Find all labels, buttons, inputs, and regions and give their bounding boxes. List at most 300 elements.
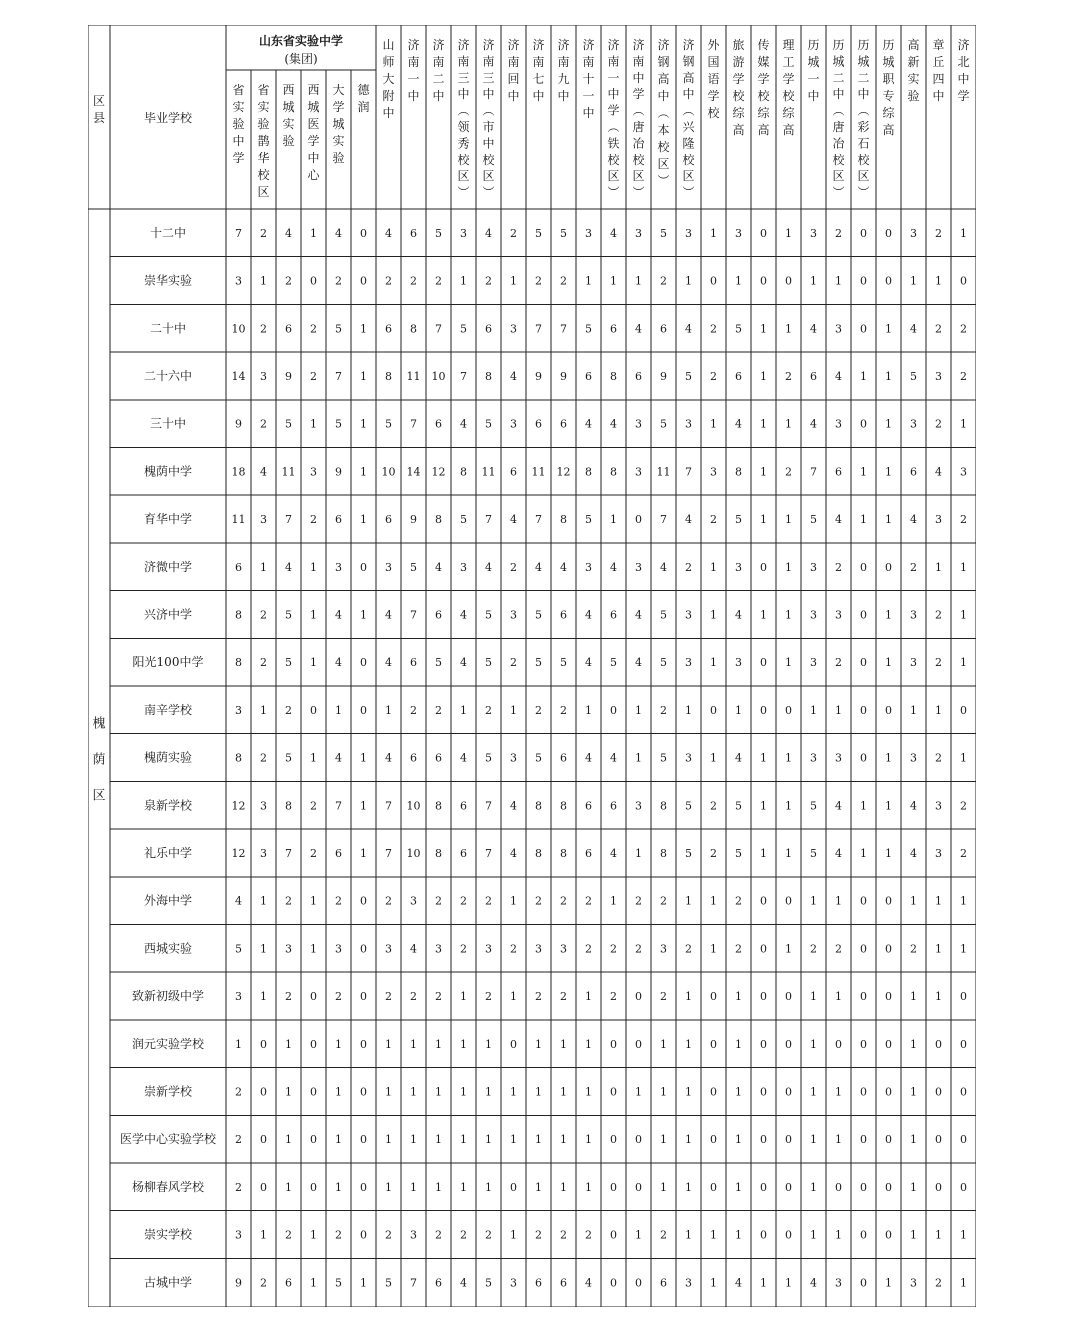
quota-value: 3 <box>810 751 817 765</box>
table-row <box>150 225 967 240</box>
column-header-char: 城 <box>282 100 295 114</box>
quota-value: 1 <box>385 1037 392 1051</box>
column-header-char: 校 <box>482 152 495 167</box>
quota-value: 9 <box>235 1276 242 1290</box>
quota-value: 4 <box>835 799 842 813</box>
column-header-char: 媒 <box>757 55 770 69</box>
quota-value: 8 <box>535 799 542 813</box>
quota-value: 1 <box>610 894 617 908</box>
quota-value: 5 <box>435 226 442 240</box>
quota-value: 4 <box>660 560 667 574</box>
column-header-char: 高 <box>907 38 920 52</box>
quota-value: 0 <box>860 608 867 622</box>
column-header-char: 彩 <box>857 120 870 134</box>
quota-value: 0 <box>610 1276 617 1290</box>
quota-value: 2 <box>685 942 692 956</box>
quota-value: 2 <box>810 942 817 956</box>
quota-value: 6 <box>535 1276 542 1290</box>
quota-value: 1 <box>360 465 367 479</box>
quota-value: 0 <box>860 894 867 908</box>
quota-value: 8 <box>435 513 442 527</box>
column-header-2 <box>257 82 270 199</box>
quota-value: 5 <box>485 751 492 765</box>
quota-value: 2 <box>560 703 567 717</box>
quota-value: 0 <box>785 274 792 288</box>
quota-value: 1 <box>710 894 717 908</box>
quota-value: 8 <box>485 369 492 383</box>
quota-value: 7 <box>810 465 817 479</box>
quota-value: 1 <box>760 608 767 622</box>
quota-value: 1 <box>960 560 967 574</box>
quota-value: 1 <box>360 513 367 527</box>
school-name: 南辛学校 <box>143 702 193 717</box>
quota-value: 0 <box>935 1037 942 1051</box>
quota-value: 2 <box>935 751 942 765</box>
quota-value: 3 <box>910 417 917 431</box>
quota-value: 3 <box>335 560 342 574</box>
column-header-char: 唐 <box>632 120 645 134</box>
quota-value: 2 <box>260 656 267 670</box>
quota-value: 5 <box>660 656 667 670</box>
quota-value: 0 <box>860 274 867 288</box>
column-header-char: 一 <box>407 72 420 86</box>
quota-value: 1 <box>335 1085 342 1099</box>
column-header-char: 润 <box>357 100 370 114</box>
quota-value: 6 <box>585 846 592 860</box>
quota-value: 4 <box>585 656 592 670</box>
quota-value: 8 <box>535 846 542 860</box>
quota-value: 4 <box>235 894 242 908</box>
column-header-char: 中 <box>857 87 870 102</box>
column-header-char: 南 <box>507 55 520 69</box>
quota-value: 2 <box>960 322 967 336</box>
quota-value: 3 <box>585 226 592 240</box>
quota-value: 0 <box>885 226 892 240</box>
quota-value: 8 <box>435 799 442 813</box>
quota-value: 3 <box>810 226 817 240</box>
quota-value: 1 <box>560 1085 567 1099</box>
quota-value: 1 <box>710 1228 717 1242</box>
quota-value: 0 <box>360 942 367 956</box>
quota-value: 3 <box>410 894 417 908</box>
quota-value: 1 <box>485 1085 492 1099</box>
quota-value: 2 <box>710 513 717 527</box>
quota-value: 1 <box>310 560 317 574</box>
quota-value: 4 <box>910 846 917 860</box>
quota-value: 2 <box>935 608 942 622</box>
quota-value: 3 <box>910 751 917 765</box>
quota-value: 4 <box>385 751 392 765</box>
quota-value: 0 <box>760 560 767 574</box>
quota-value: 1 <box>410 1180 417 1194</box>
quota-value: 7 <box>435 322 442 336</box>
quota-value: 1 <box>760 513 767 527</box>
quota-value: 2 <box>535 1228 542 1242</box>
column-header-char: 冶 <box>832 136 845 151</box>
quota-value: 5 <box>335 417 342 431</box>
quota-value: 2 <box>585 1228 592 1242</box>
quota-value: 4 <box>610 846 617 860</box>
quota-value: 5 <box>910 369 917 383</box>
quota-value: 1 <box>460 274 467 288</box>
quota-value: 3 <box>685 226 692 240</box>
quota-value: 7 <box>485 799 492 813</box>
quota-value: 5 <box>735 513 742 527</box>
column-header-char: 区 <box>482 169 495 184</box>
quota-value: 0 <box>310 703 317 717</box>
quota-value: 1 <box>735 703 742 717</box>
column-header-char: 区 <box>607 169 620 184</box>
quota-value: 1 <box>710 942 717 956</box>
quota-value: 11 <box>481 465 496 479</box>
quota-value: 4 <box>835 513 842 527</box>
column-header-char: 华 <box>257 151 270 165</box>
quota-value: 9 <box>285 369 292 383</box>
quota-value: 1 <box>960 417 967 431</box>
district-header: 区县 <box>92 94 106 125</box>
column-header-char: 学 <box>307 134 320 148</box>
column-header-char: 中 <box>607 87 620 102</box>
quota-value: 1 <box>885 465 892 479</box>
quota-value: 1 <box>785 417 792 431</box>
quota-value: 1 <box>360 322 367 336</box>
quota-value: 4 <box>335 751 342 765</box>
quota-value: 2 <box>685 560 692 574</box>
quota-value: 0 <box>860 322 867 336</box>
quota-value: 1 <box>785 846 792 860</box>
quota-value: 0 <box>635 1037 642 1051</box>
quota-value: 8 <box>410 322 417 336</box>
quota-value: 1 <box>860 846 867 860</box>
column-header-9 <box>432 37 444 103</box>
quota-value: 1 <box>310 1276 317 1290</box>
quota-value: 2 <box>710 322 717 336</box>
quota-value: 1 <box>685 1180 692 1194</box>
quota-value: 1 <box>310 226 317 240</box>
column-header-char: 南 <box>432 55 445 69</box>
column-header-6 <box>357 83 370 114</box>
column-header-char: 验 <box>282 134 295 148</box>
quota-value: 0 <box>760 990 767 1004</box>
quota-value: 6 <box>435 751 442 765</box>
column-header-char: 唐 <box>832 120 845 134</box>
quota-value: 4 <box>260 465 267 479</box>
quota-value: 1 <box>460 1085 467 1099</box>
quota-value: 1 <box>660 1037 667 1051</box>
quota-value: 2 <box>485 1228 492 1242</box>
quota-value: 2 <box>910 560 917 574</box>
quota-value: 0 <box>260 1085 267 1099</box>
quota-value: 4 <box>635 608 642 622</box>
quota-value: 1 <box>935 942 942 956</box>
quota-value: 0 <box>610 1085 617 1099</box>
quota-value: 4 <box>460 656 467 670</box>
quota-value: 2 <box>285 894 292 908</box>
quota-value: 0 <box>860 417 867 431</box>
quota-value: 1 <box>460 990 467 1004</box>
quota-value: 0 <box>860 942 867 956</box>
quota-value: 1 <box>510 703 517 717</box>
quota-value: 2 <box>635 942 642 956</box>
quota-value: 0 <box>360 990 367 1004</box>
table-row <box>144 893 967 908</box>
quota-value: 0 <box>360 226 367 240</box>
quota-value: 8 <box>560 846 567 860</box>
column-header-char: 学 <box>607 103 620 118</box>
column-header-char: 历 <box>857 38 870 52</box>
quota-value: 0 <box>760 894 767 908</box>
quota-value: 0 <box>260 1037 267 1051</box>
table-row <box>144 941 967 955</box>
quota-value: 1 <box>885 322 892 336</box>
quota-value: 7 <box>385 846 392 860</box>
quota-value: 2 <box>560 894 567 908</box>
column-header-7 <box>382 38 394 120</box>
quota-value: 8 <box>285 799 292 813</box>
quota-value: 2 <box>310 322 317 336</box>
quota-value: 6 <box>285 1276 292 1290</box>
quota-value: 9 <box>335 465 342 479</box>
quota-value: 2 <box>235 1085 242 1099</box>
column-header-char: 回 <box>507 72 520 86</box>
quota-value: 7 <box>560 322 567 336</box>
quota-value: 4 <box>735 751 742 765</box>
quota-value: 5 <box>285 751 292 765</box>
quota-value: 1 <box>435 1133 442 1147</box>
column-header-char: 济 <box>957 38 970 52</box>
quota-value: 2 <box>260 751 267 765</box>
quota-value: 0 <box>710 1133 717 1147</box>
quota-value: 3 <box>235 990 242 1004</box>
quota-value: 2 <box>960 369 967 383</box>
quota-value: 1 <box>460 703 467 717</box>
quota-value: 1 <box>835 1085 842 1099</box>
quota-value: 10 <box>431 369 446 383</box>
quota-value: 1 <box>785 656 792 670</box>
column-header-char: 校 <box>632 152 645 167</box>
school-name: 十二中 <box>149 225 187 240</box>
quota-value: 1 <box>335 1180 342 1194</box>
quota-value: 4 <box>735 1276 742 1290</box>
school-name: 泉新学校 <box>143 798 193 813</box>
quota-value: 6 <box>660 322 667 336</box>
column-header-char: 中 <box>382 106 395 120</box>
quota-value: 1 <box>885 369 892 383</box>
table-row <box>120 1131 967 1146</box>
quota-value: 0 <box>760 226 767 240</box>
column-header-char: 校 <box>457 152 470 167</box>
quota-value: 5 <box>810 846 817 860</box>
table-row <box>132 1179 967 1194</box>
column-header-char: 学 <box>782 72 795 86</box>
quota-value: 1 <box>510 1085 517 1099</box>
quota-value: 1 <box>585 1037 592 1051</box>
quota-value: 1 <box>960 894 967 908</box>
quota-value: 5 <box>610 656 617 670</box>
quota-value: 7 <box>285 846 292 860</box>
quota-value: 1 <box>360 751 367 765</box>
quota-value: 0 <box>760 942 767 956</box>
quota-value: 4 <box>485 226 492 240</box>
column-header-16 <box>607 37 620 200</box>
quota-value: 1 <box>485 1133 492 1147</box>
quota-value: 5 <box>560 656 567 670</box>
quota-value: 0 <box>960 990 967 1004</box>
quota-value: 6 <box>435 608 442 622</box>
school-name: 医学中心实验学校 <box>119 1132 217 1147</box>
quota-value: 2 <box>260 1276 267 1290</box>
quota-value: 9 <box>535 369 542 383</box>
quota-value: 4 <box>610 751 617 765</box>
quota-value: 1 <box>485 1180 492 1194</box>
quota-value: 4 <box>385 656 392 670</box>
quota-value: 4 <box>485 560 492 574</box>
column-header-29 <box>932 37 944 103</box>
quota-value: 1 <box>660 1133 667 1147</box>
quota-value: 0 <box>310 1133 317 1147</box>
quota-table <box>88 25 976 1307</box>
quota-value: 1 <box>885 656 892 670</box>
quota-value: 3 <box>910 608 917 622</box>
column-header-char: 学 <box>757 72 770 86</box>
quota-value: 9 <box>410 513 417 527</box>
column-header-char: 游 <box>732 55 745 69</box>
quota-value: 4 <box>560 560 567 574</box>
quota-value: 6 <box>335 513 342 527</box>
school-name: 外海中学 <box>143 893 193 908</box>
quota-value: 1 <box>810 894 817 908</box>
quota-value: 2 <box>435 274 442 288</box>
quota-value: 0 <box>860 1228 867 1242</box>
quota-value: 0 <box>360 1228 367 1242</box>
column-header-char: 校 <box>757 89 770 103</box>
quota-value: 2 <box>935 322 942 336</box>
quota-value: 8 <box>610 369 617 383</box>
quota-value: 1 <box>385 703 392 717</box>
table-row <box>150 320 967 335</box>
quota-value: 0 <box>860 1133 867 1147</box>
quota-value: 0 <box>760 656 767 670</box>
quota-value: 2 <box>435 703 442 717</box>
column-header-char: 济 <box>507 38 520 52</box>
quota-value: 5 <box>485 608 492 622</box>
column-header-char: ︵ <box>657 106 670 120</box>
quota-value: 5 <box>660 417 667 431</box>
school-name: 济微中学 <box>143 559 193 574</box>
quota-value: 1 <box>710 226 717 240</box>
column-header-char: 校 <box>857 152 870 167</box>
quota-value: 7 <box>485 846 492 860</box>
quota-value: 1 <box>785 799 792 813</box>
column-header-char: 济 <box>582 38 595 52</box>
quota-value: 1 <box>785 226 792 240</box>
column-header-char: 校 <box>782 89 795 103</box>
quota-value: 5 <box>685 846 692 860</box>
column-header-char: ︶ <box>482 185 495 200</box>
quota-value: 9 <box>560 369 567 383</box>
quota-value: 1 <box>385 1133 392 1147</box>
quota-value: 0 <box>860 560 867 574</box>
quota-value: 1 <box>885 799 892 813</box>
quota-value: 11 <box>231 513 246 527</box>
quota-value: 0 <box>885 703 892 717</box>
quota-value: 0 <box>835 1037 842 1051</box>
quota-value: 2 <box>535 274 542 288</box>
quota-value: 0 <box>710 1180 717 1194</box>
column-header-char: 章 <box>932 38 945 52</box>
quota-value: 1 <box>585 1180 592 1194</box>
quota-value: 3 <box>810 608 817 622</box>
quota-value: 8 <box>735 465 742 479</box>
quota-value: 6 <box>735 369 742 383</box>
quota-value: 3 <box>835 608 842 622</box>
quota-value: 6 <box>435 417 442 431</box>
school-name: 槐荫实验 <box>143 750 193 765</box>
quota-value: 3 <box>485 942 492 956</box>
quota-value: 1 <box>310 751 317 765</box>
quota-value: 4 <box>385 608 392 622</box>
quota-value: 1 <box>885 513 892 527</box>
quota-value: 1 <box>910 1228 917 1242</box>
quota-value: 1 <box>710 751 717 765</box>
quota-value: 0 <box>260 1180 267 1194</box>
column-header-char: 济 <box>457 38 470 52</box>
column-header-char: 南 <box>632 54 645 69</box>
column-header-char: 中 <box>482 136 495 151</box>
quota-value: 4 <box>285 226 292 240</box>
quota-value: 3 <box>810 560 817 574</box>
quota-value: 1 <box>960 942 967 956</box>
quota-value: 1 <box>710 417 717 431</box>
quota-value: 2 <box>935 417 942 431</box>
quota-value: 4 <box>585 1276 592 1290</box>
quota-value: 3 <box>285 942 292 956</box>
column-header-char: 一 <box>582 89 595 103</box>
column-header-char: 本 <box>657 123 670 137</box>
quota-value: 3 <box>835 417 842 431</box>
quota-value: 10 <box>406 799 421 813</box>
quota-value: 2 <box>285 703 292 717</box>
column-header-30 <box>957 37 969 103</box>
quota-value: 7 <box>335 369 342 383</box>
quota-value: 6 <box>335 846 342 860</box>
quota-value: 1 <box>485 1037 492 1051</box>
quota-value: 3 <box>385 942 392 956</box>
quota-value: 2 <box>785 465 792 479</box>
column-header-char: 九 <box>557 72 570 86</box>
quota-value: 7 <box>235 226 242 240</box>
quota-value: 1 <box>585 703 592 717</box>
column-header-char: 工 <box>782 55 795 69</box>
quota-value: 1 <box>685 1133 692 1147</box>
quota-value: 0 <box>610 1228 617 1242</box>
quota-value: 0 <box>860 703 867 717</box>
column-header-char: 中 <box>657 89 670 103</box>
quota-value: 6 <box>485 322 492 336</box>
quota-value: 4 <box>510 846 517 860</box>
column-header-14 <box>557 37 569 103</box>
quota-value: 2 <box>660 990 667 1004</box>
school-name: 崇华实验 <box>143 273 193 288</box>
column-header-char: 实 <box>257 100 270 114</box>
quota-value: 1 <box>835 274 842 288</box>
column-header-char: 南 <box>582 55 595 69</box>
quota-value: 1 <box>310 894 317 908</box>
quota-value: 0 <box>860 1037 867 1051</box>
quota-value: 2 <box>735 942 742 956</box>
quota-value: 0 <box>860 990 867 1004</box>
quota-value: 0 <box>960 703 967 717</box>
